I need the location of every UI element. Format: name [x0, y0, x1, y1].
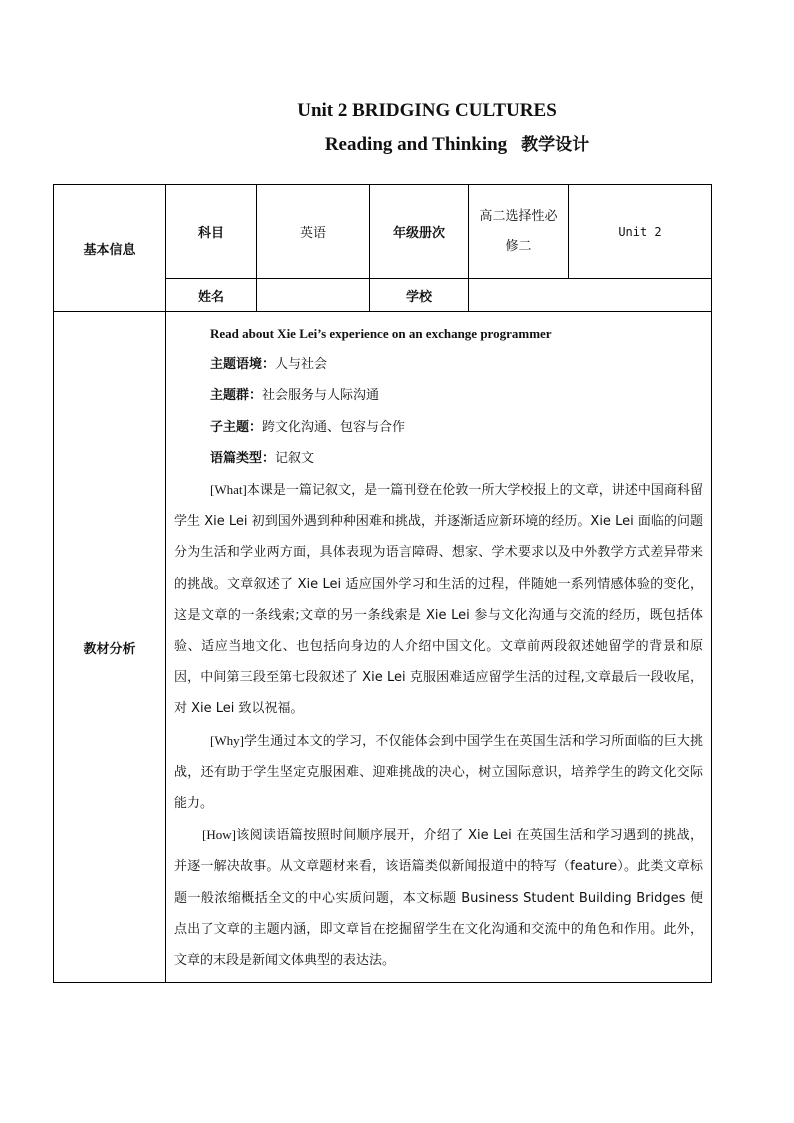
name-field[interactable] [257, 279, 370, 312]
theme-context: 主题语境：人与社会 [210, 357, 328, 373]
document-subtitle [0, 130, 794, 156]
grade-value: 高二选择性必修二 [469, 185, 569, 279]
document-title: Unit 2 BRIDGING CULTURES [297, 100, 557, 121]
subject-label: 科目 [166, 185, 257, 279]
subtitle-chinese: 教学设计 [521, 135, 590, 155]
theme-group: 主题群：社会服务与人际沟通 [210, 388, 380, 404]
subject-value: 英语 [257, 185, 370, 279]
analysis-content [166, 312, 712, 983]
subtitle-english: Reading and Thinking [324, 134, 508, 155]
analysis-heading: Read about Xie Lei’s experience on an exchange programmer [210, 326, 552, 341]
analysis-label: 教材分析 [54, 312, 166, 983]
grade-label: 年级册次 [370, 185, 469, 279]
why-paragraph: [Why]学生通过本文的学习，不仅能体会到中国学生在英国生活和学习所面临的巨大挑战，还有助于学生坚定克服困难、迎难挑战的决心，树立国际意识，培养学生的跨文化交际能力。 [174, 732, 703, 812]
why-tag: [Why] [210, 732, 244, 748]
lesson-plan-table [53, 184, 712, 983]
what-paragraph: [What]本课是一篇记叙文，是一篇刊登在伦敦一所大学校报上的文章，讲述中国商科留学生 Xie Lei 初到国外遇到种种困难和挑战，并逐渐适应新环境的经历。Xie Lei 面临的问题分为生活和学业两方面，具体表现为语言障碍、想家、学术要求以及中外教学方式差异带来的挑战。文章叙述了 Xie Lei 适应国外学习和生活的过程，伴随她一系列情感体验的变化，这是文章的一条线索;文章的另一条线索是 Xie Lei 参与文化沟通与交流的经历，既包括体验、适应当地文化、也包括向身边的人介绍中国文化。文章前两段叙述她留学的背景和原因，中间第三段至第七段叙述了 Xie Lei 克服困难适应留学生活的过程,文章最后一段收尾，对 Xie Lei 致以祝福。 [174, 482, 703, 717]
school-field[interactable] [469, 279, 712, 312]
basic-info-label: 基本信息 [54, 185, 166, 312]
how-tag: [How] [202, 827, 236, 843]
unit-value: Unit 2 [569, 185, 712, 279]
how-paragraph: [How]该阅读语篇按照时间顺序展开，介绍了 Xie Lei 在英国生活和学习遇到的挑战，并逐一解决故事。从文章题材来看，该语篇类似新闻报道中的特写（feature）。此类文章标题一般浓缩概括全文的中心实质问题，本文标题 Business Student Building Bridges 便点出了文章的主题内涵，即文章旨在挖掘留学生在文化沟通和交流中的角色和作用。此外，文章的末段是新闻文体典型的表达法。 [174, 827, 703, 969]
text-type: 语篇类型：记叙文 [210, 450, 315, 466]
school-label: 学校 [370, 279, 469, 312]
sub-theme: 子主题：跨文化沟通、包容与合作 [210, 419, 406, 435]
what-tag: [What] [210, 482, 247, 498]
name-label: 姓名 [166, 279, 257, 312]
